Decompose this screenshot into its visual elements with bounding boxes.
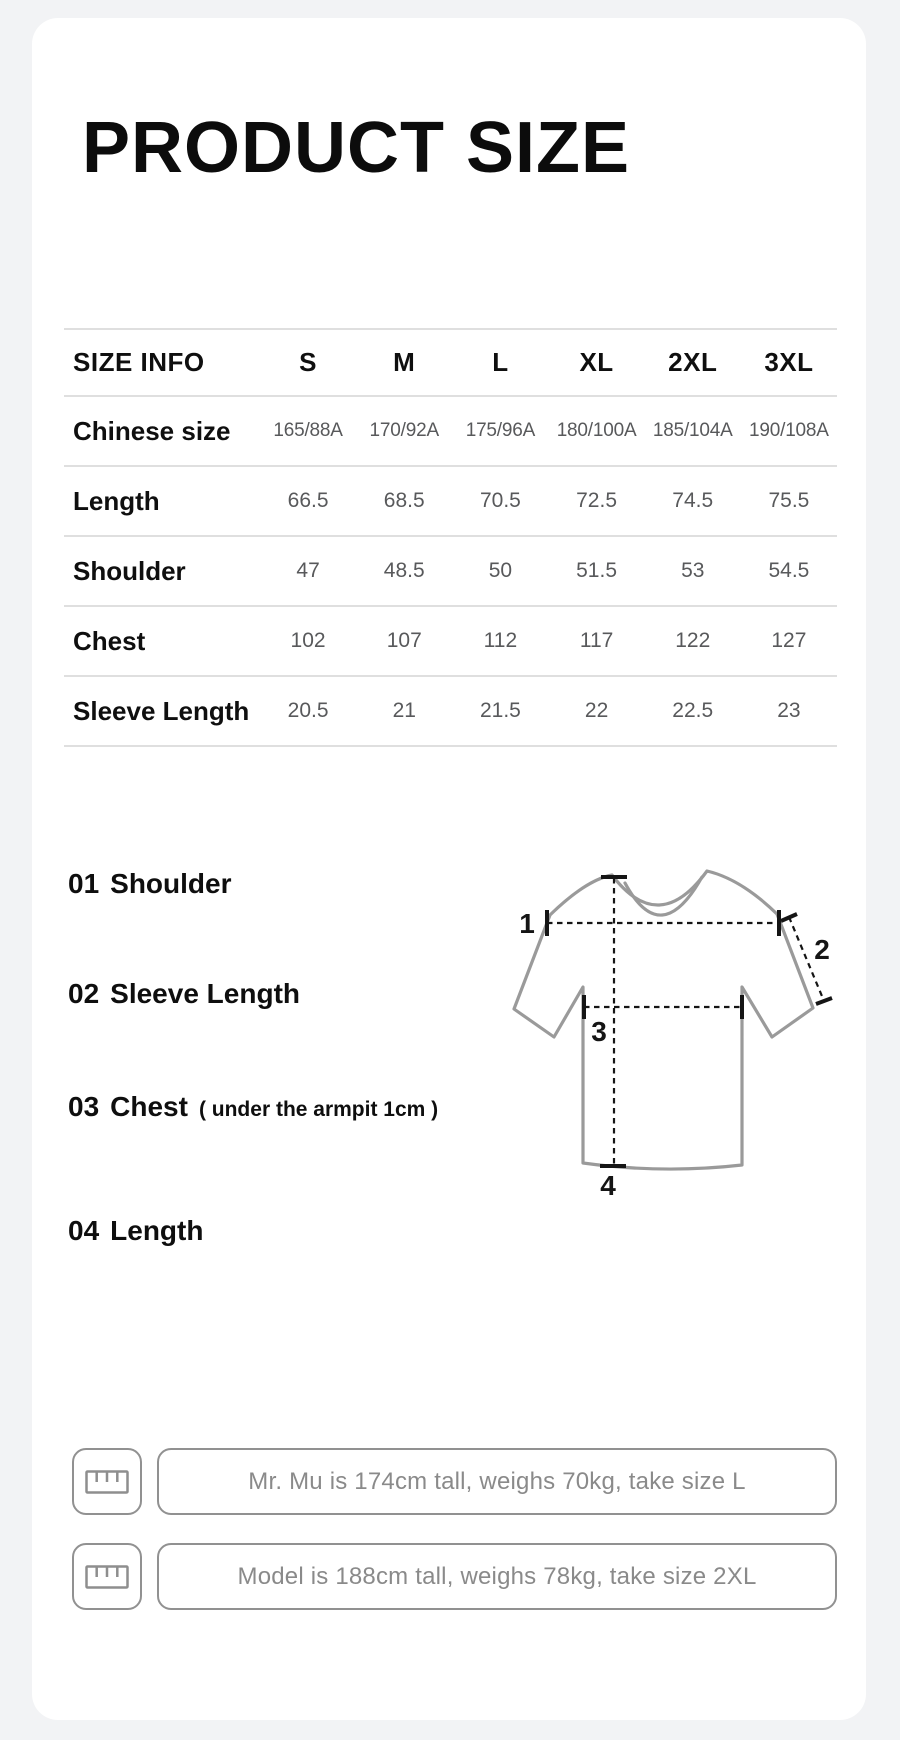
cell-value: 53 [681,559,705,582]
cell-value: 122 [675,629,711,652]
size-table-header-row [64,330,837,397]
page-title: PRODUCT SIZE [82,108,631,188]
cell-value: 165/88A [273,420,343,441]
cell-value: 180/100A [556,420,637,441]
row-label: Chinese size [73,415,231,446]
fit-note-row [72,1448,837,1515]
measure-label: Sleeve Length [110,978,300,1009]
cell-value: 48.5 [383,559,425,582]
table-row-length [64,467,837,537]
ruler-icon [72,1448,142,1515]
header-cell-2xl: 2XL [668,347,718,377]
cell-value: 66.5 [287,489,329,512]
header-cell-size-info: SIZE INFO [73,347,205,377]
header-cell-m: M [393,347,416,377]
header-cell-3xl: 3XL [764,347,814,377]
measure-label: Length [110,1215,204,1246]
diagram-marker-4: 4 [600,1170,616,1201]
cell-value: 107 [386,629,422,652]
diagram-marker-2: 2 [814,934,830,965]
measure-num: 01 [68,868,100,899]
cell-value: 51.5 [576,559,617,582]
measure-item-sleeve-length [68,977,300,1011]
ruler-icon [72,1543,142,1610]
diagram-marker-3: 3 [591,1016,607,1047]
cell-value: 54.5 [768,559,810,582]
cell-value: 127 [771,629,807,652]
cell-value: 75.5 [768,489,810,512]
cell-value: 47 [296,559,320,582]
table-row-chest [64,607,837,677]
measure-note: ( under the armpit 1cm ) [198,1098,439,1121]
tshirt-outline-icon [440,760,860,1210]
measure-item-shoulder [68,867,232,901]
cell-value: 117 [579,629,614,652]
cell-value: 70.5 [479,489,521,512]
header-cell-s: S [299,347,317,377]
cell-value: 22 [584,699,609,722]
header-cell-xl: XL [579,347,614,377]
cell-value: 74.5 [672,489,714,512]
cell-value: 72.5 [576,489,617,512]
row-label: Chest [73,625,146,656]
cell-value: 175/96A [465,420,536,441]
diagram-marker-1: 1 [519,908,535,939]
fit-note-text: Mr. Mu is 174cm tall, weighs 70kg, take size L [157,1448,837,1515]
fit-note-row [72,1543,837,1610]
measure-label: Shoulder [110,868,232,899]
fit-note-text: Model is 188cm tall, weighs 78kg, take size 2XL [157,1543,837,1610]
cell-value: 102 [290,629,326,652]
cell-value: 170/92A [369,420,439,441]
cell-value: 23 [777,699,801,722]
cell-value: 20.5 [287,699,329,722]
product-size-card [32,18,866,1720]
cell-value: 112 [483,629,518,652]
tshirt-diagram [440,760,860,1210]
cell-value: 185/104A [652,420,733,441]
measure-label: Chest [110,1091,188,1122]
row-label: Length [73,485,160,516]
cell-value: 22.5 [672,699,714,722]
table-row-shoulder [64,537,837,607]
measure-item-length [68,1214,203,1248]
header-cell-l: L [492,347,509,377]
row-label: Shoulder [73,555,186,586]
cell-value: 21 [392,699,416,722]
measure-num: 02 [68,978,100,1009]
cell-value: 190/108A [749,420,829,441]
measure-num: 04 [68,1215,100,1246]
cell-value: 68.5 [383,489,425,512]
table-row-chinese-size [64,397,837,467]
cell-value: 50 [488,559,513,582]
cell-value: 21.5 [479,699,521,722]
measure-num: 03 [68,1091,100,1122]
row-label: Sleeve Length [73,695,250,726]
size-table [64,328,837,747]
measure-item-chest [68,1090,438,1127]
table-row-sleeve-length [64,677,837,747]
